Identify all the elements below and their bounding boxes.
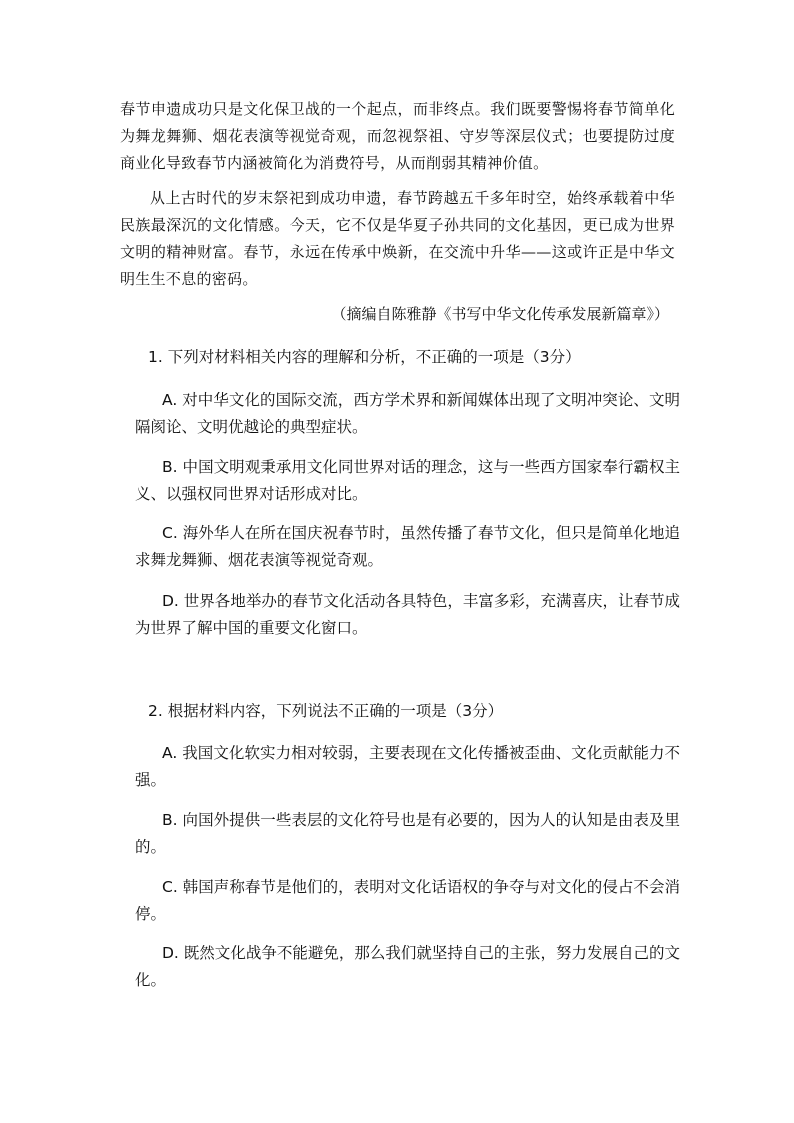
question-stem: 1. 下列对材料相关内容的理解和分析，不正确的一项是（3分） [148, 348, 581, 366]
answer-option: A. 我国文化软实力相对较弱，主要表现在文化传播被歪曲、文化贡献能力不强。 [135, 744, 680, 789]
answer-option: C. 韩国声称春节是他们的，表明对文化话语权的争夺与对文化的侵占不会消停。 [135, 878, 680, 923]
answer-option: B. 中国文明观秉承用文化同世界对话的理念，这与一些西方国家奉行霸权主义、以强权同世界对话形成对比。 [135, 458, 680, 503]
passage-paragraph: 从上古时代的岁末祭祀到成功申遗，春节跨越五千多年时空，始终承载着中华民族最深沉的文化情感。今天，它不仅是华夏子孙共同的文化基因，更已成为世界文明的精神财富。春节，永远在传承中焕新，在交流中升华——这或许正是中华文明生生不息的密码。 [120, 189, 675, 288]
answer-option: A. 对中华文化的国际交流，西方学术界和新闻媒体出现了文明冲突论、文明隔阂论、文明优越论的典型症状。 [135, 391, 680, 436]
question-stem: 2. 根据材料内容，下列说法不正确的一项是（3分） [148, 702, 504, 720]
answer-option: D. 既然文化战争不能避免，那么我们就坚持自己的主张，努力发展自己的文化。 [135, 944, 680, 989]
answer-option: B. 向国外提供一些表层的文化符号也是有必要的，因为人的认知是由表及里的。 [135, 811, 680, 856]
answer-option: C. 海外华人在所在国庆祝春节时，虽然传播了春节文化，但只是简单化地追求舞龙舞狮、烟花表演等视觉奇观。 [135, 524, 680, 569]
passage-source: （摘编自陈雅静《书写中华文化传承发展新篇章》） [331, 305, 669, 323]
answer-option: D. 世界各地举办的春节文化活动各具特色，丰富多彩，充满喜庆，让春节成为世界了解中国的重要文化窗口。 [135, 592, 680, 637]
passage-paragraph: 春节申遗成功只是文化保卫战的一个起点，而非终点。我们既要警惕将春节简单化为舞龙舞狮、烟花表演等视觉奇观，而忽视祭祖、守岁等深层仪式；也要提防过度商业化导致春节内涵被简化为消费符号，从而削弱其精神价值。 [120, 100, 675, 172]
